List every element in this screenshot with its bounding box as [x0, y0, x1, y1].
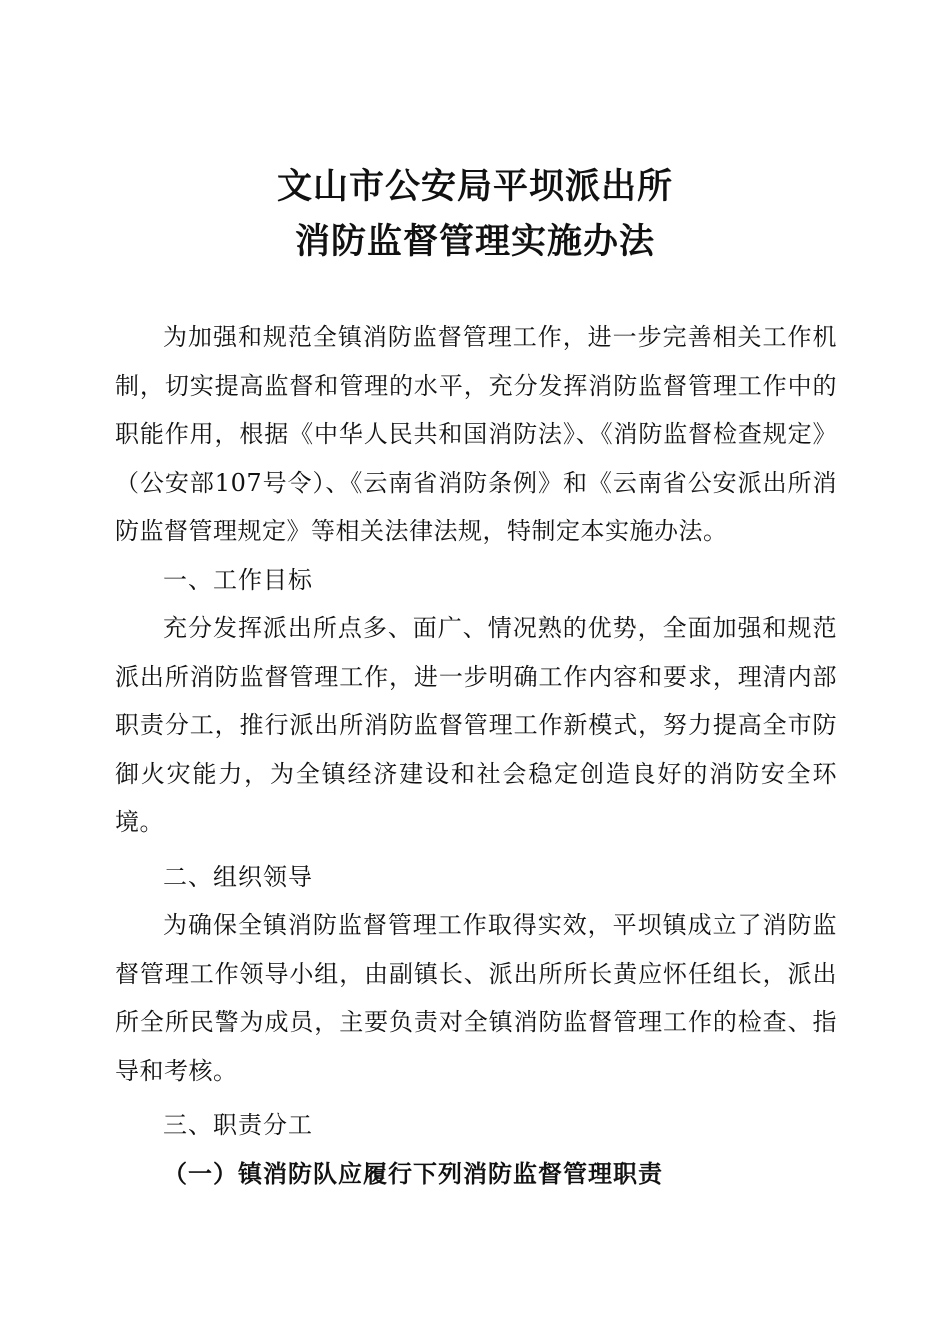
section-paragraph-leadership: 为确保全镇消防监督管理工作取得实效，平坝镇成立了消防监督管理工作领导小组，由副镇长、派出所所长黄应怀任组长，派出所全所民警为成员，主要负责对全镇消防监督管理工作的检查、指导和考核。: [115, 911, 837, 1085]
document-title: [0, 160, 950, 270]
section-heading-leadership: 二、组织领导: [163, 862, 313, 891]
section-heading-duties: 三、职责分工: [163, 1111, 313, 1139]
section-paragraph-goals: 充分发挥派出所点多、面广、情况熟的优势，全面加强和规范派出所消防监督管理工作，进一步明确工作内容和要求，理清内部职责分工，推行派出所消防监督管理工作新模式，努力提高全市防御火灾能力，为全镇经济建设和社会稳定创造良好的消防安全环境。: [115, 614, 837, 836]
document-body: [115, 313, 837, 1198]
subsection-heading-fire-brigade: （一）镇消防队应履行下列消防监督管理职责: [163, 1159, 663, 1188]
intro-paragraph: 为加强和规范全镇消防监督管理工作，进一步完善相关工作机制，切实提高监督和管理的水平，充分发挥消防监督管理工作中的职能作用，根据《中华人民共和国消防法》、《消防监督检查规定》（公安部107号令）、《云南省消防条例》和《云南省公安派出所消防监督管理规定》等相关法律法规，特制定本实施办法。: [115, 323, 837, 545]
title-line-2: 消防监督管理实施办法: [294, 222, 655, 262]
title-line-1: 文山市公安局平坝派出所: [276, 167, 673, 207]
section-heading-goals: 一、工作目标: [163, 565, 313, 594]
